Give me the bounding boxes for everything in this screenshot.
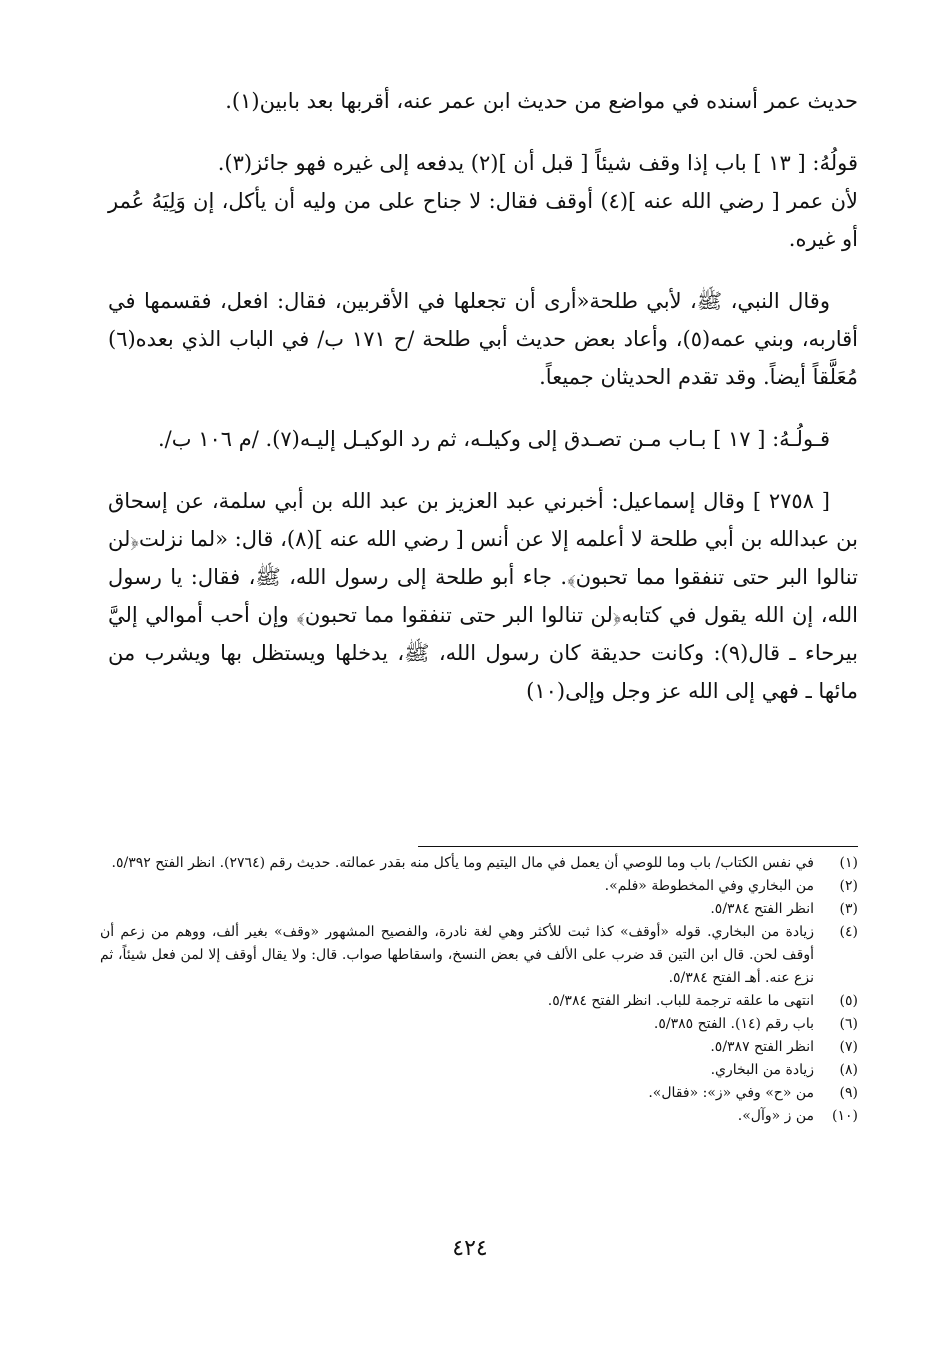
- footnote: [100, 875, 858, 898]
- footnote-number: (٤): [839, 924, 858, 940]
- footnote-text: انظر الفتح ٥/٣٨٤.: [710, 901, 814, 917]
- paragraph-intro: حديث عمر أسنده في مواضع من حديث ابن عمر عنه، أقربها بعد بابين(١).: [225, 89, 858, 113]
- paragraph-chapter-17: قـولُـهُ: [ ١٧ ] بـاب مـن تصـدق إلى وكيلـه، ثم رد الوكيـل إليـه(٧). /م ١٠٦ ب/.: [158, 427, 830, 451]
- footnote-text: انتهى ما علقه ترجمة للباب. انظر الفتح ٥/٣٨٤.: [547, 993, 814, 1009]
- footnote: [100, 921, 858, 990]
- footnote: [100, 1105, 858, 1128]
- footnote-text: في نفس الكتاب/ باب وما للوصي أن يعمل في مال اليتيم وما يأكل منه بقدر عمالته. حديث رقم (٢٧٦٤). انظر الفتح ٥/٣٩٢.: [111, 855, 814, 871]
- footnotes-list: [100, 852, 858, 1128]
- footnote-text: انظر الفتح ٥/٣٨٧.: [710, 1039, 814, 1055]
- footnote: [100, 1082, 858, 1105]
- paragraph-gap: [108, 458, 858, 482]
- paragraph-chapter-13: قولُهُ: [ ١٣ ] باب إذا وقف شيئاً [ قبل أن ](٢) يدفعه إلى غيره فهو جائز(٣).: [217, 151, 858, 175]
- main-text: [108, 82, 858, 710]
- footnote-number: (٩): [839, 1085, 858, 1101]
- footnote-number: (٨): [839, 1062, 858, 1078]
- footnote-text: من البخاري وفي المخطوطة «فلم».: [604, 878, 814, 894]
- footnote: [100, 1013, 858, 1036]
- paragraph-hadith-2758: [ ٢٧٥٨ ] وقال إسماعيل: أخبرني عبد العزيز بن عبد الله بن أبي سلمة، عن إسحاق بن عبدالله بن أبي طلحة لا أعلمه إلا عن أنس [ رضي الله عنه ](٨)، قال: «لما نزلت﴿لن تنالوا البر حتى تنفقوا مما تحبون﴾. جاء أبو طلحة إلى رسول الله، ﷺ، فقال: يا رسول الله، إن الله يقول في كتابه﴿لن تنالوا البر حتى تنفقوا مما تحبون﴾ وإن أحب أموالي إليَّ بيرحاء ـ قال(٩): وكانت حديقة كان رسول الله، ﷺ، يدخلها ويستظل بها ويشرب من مائها ـ فهي إلى الله عز وجل وإلى(١٠): [108, 489, 858, 703]
- footnote: [100, 1059, 858, 1082]
- footnote-text: باب رقم (١٤). الفتح ٥/٣٨٥.: [653, 1016, 814, 1032]
- footnote-text: من ز «وآل».: [737, 1108, 814, 1124]
- footnote-number: (٦): [839, 1016, 858, 1032]
- paragraph-umar: لأن عمر [ رضي الله عنه ](٤) أوقف فقال: لا جناح على من وليه أن يأكل، إن وَلِيَهُ عُمر أو غيره.: [108, 189, 858, 251]
- page-number: ٤٢٤: [452, 1236, 488, 1261]
- footnote-number: (١٠): [832, 1108, 858, 1124]
- footnote-number: (٢): [839, 878, 858, 894]
- footnote: [100, 852, 858, 875]
- footnote-number: (١): [839, 855, 858, 871]
- footnote-text: زيادة من البخاري. قوله «أوقف» كذا ثبت للأكثر وهي لغة نادرة، والفصيح المشهور «وقف» بغير ألف، ووهم من زعم أن أوقف لحن. قال ابن التين قد ضرب على الألف في بعض النسخ، واسقاطها صواب. قال: ولا يقال أوقف إلا لمن فعل شيئاً، ثم نزع عنه. أهـ الفتح ٥/٣٨٤.: [100, 924, 814, 986]
- paragraph-gap: [108, 258, 858, 282]
- paragraph-abu-talha: وقال النبي، ﷺ، لأبي طلحة«أرى أن تجعلها في الأقربين، فقال: افعل، فقسمها في أقاربه، وبني عمه(٥)، وأعاد بعض حديث أبي طلحة /ح ١٧١ ب/ في الباب الذي بعده(٦) مُعَلَّقاً أيضاً. وقد تقدم الحديثان جميعاً.: [108, 289, 859, 389]
- paragraph-gap: [108, 396, 858, 420]
- footnote-number: (٣): [839, 901, 858, 917]
- footnote-separator: [418, 846, 858, 847]
- footnote: [100, 1036, 858, 1059]
- footnote-text: زيادة من البخاري.: [710, 1062, 814, 1078]
- footnote: [100, 990, 858, 1013]
- paragraph-gap: [108, 120, 858, 144]
- footnote-number: (٧): [839, 1039, 858, 1055]
- footnote-text: من «ح» وفي «ز»: «فقال».: [648, 1085, 814, 1101]
- footnote-number: (٥): [839, 993, 858, 1009]
- footnote: [100, 898, 858, 921]
